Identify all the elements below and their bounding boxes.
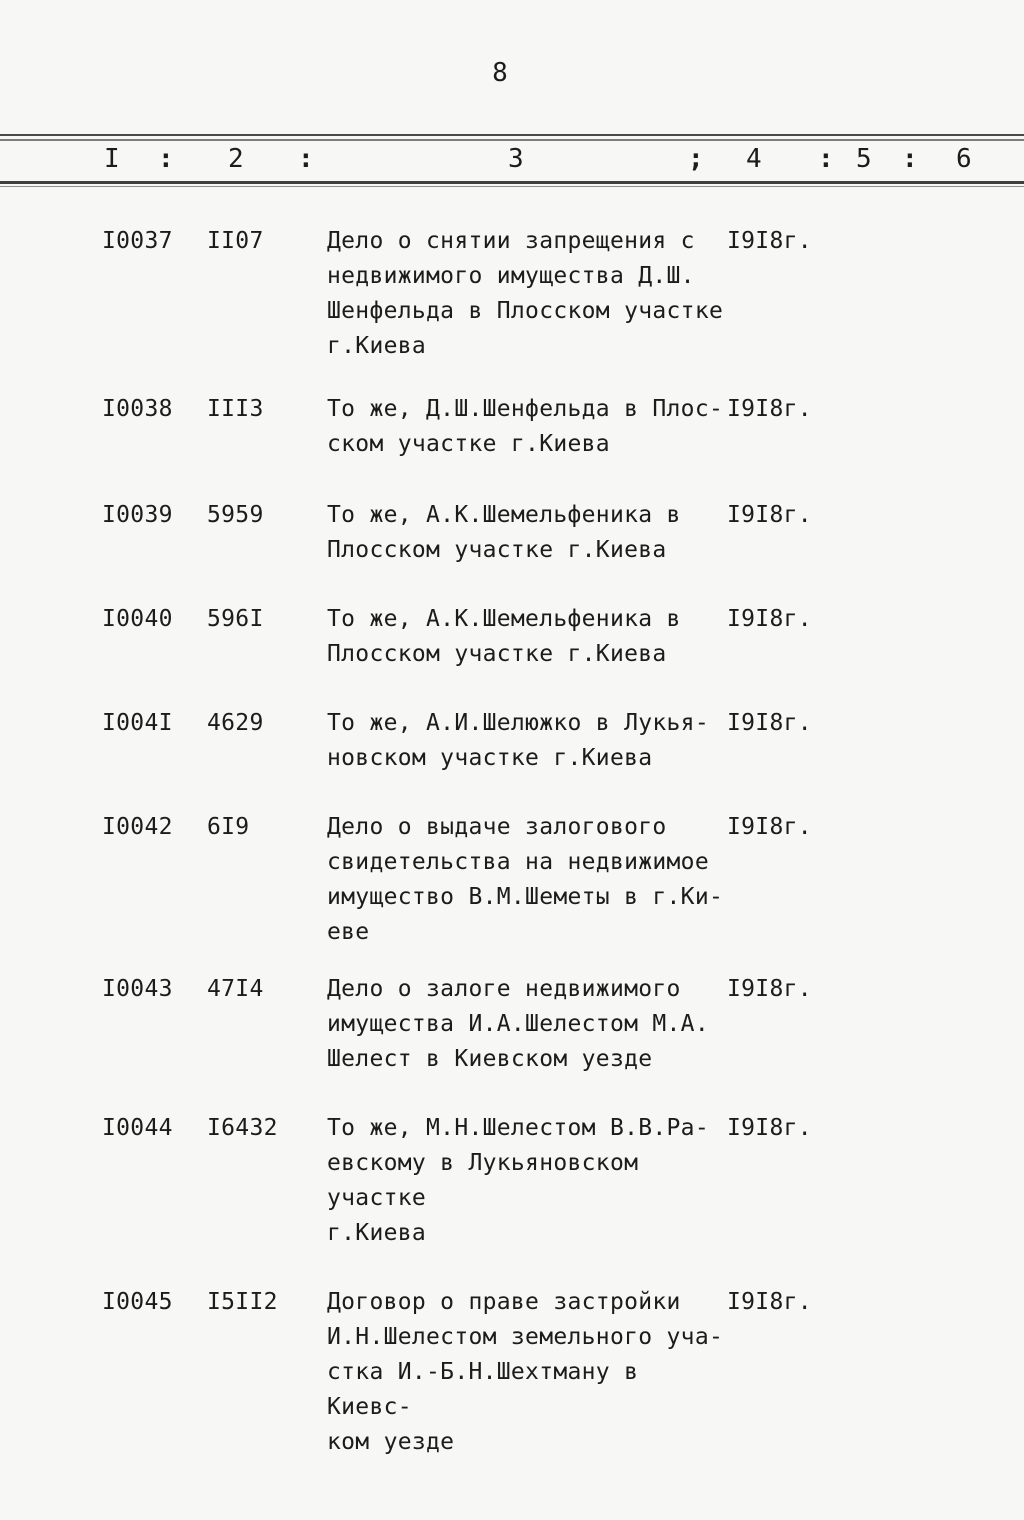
record-year: I9I8г.	[727, 606, 812, 632]
column-header-row	[0, 144, 1024, 178]
table-row	[0, 224, 1024, 364]
record-number: I5II2	[207, 1289, 278, 1315]
record-year: I9I8г.	[727, 710, 812, 736]
record-number: III3	[207, 396, 264, 422]
table-row	[0, 972, 1024, 1077]
header-top-rule	[0, 134, 1024, 136]
table-row	[0, 392, 1024, 462]
record-number: II07	[207, 228, 264, 254]
column-separator: :	[158, 144, 174, 174]
record-number: 5959	[207, 502, 264, 528]
record-description: То же, А.К.Шемельфеника в Плосском участке г.Киева	[327, 606, 681, 667]
record-id: I0045	[102, 1289, 173, 1315]
column-separator: :	[902, 144, 918, 174]
record-year: I9I8г.	[727, 976, 812, 1002]
record-number: 6I9	[207, 814, 250, 840]
record-description: То же, А.И.Шелюжко в Лукья- новском участке г.Киева	[327, 710, 709, 771]
record-description: Дело о снятии запрещения с недвижимого имущества Д.Ш. Шенфельда в Плосском участке г.Киева	[327, 228, 724, 359]
column-separator: :	[818, 144, 834, 174]
column-separator: ;	[688, 144, 704, 174]
record-year: I9I8г.	[727, 1115, 812, 1141]
column-header-6: 6	[956, 144, 972, 174]
record-year: I9I8г.	[727, 228, 812, 254]
record-number: 4629	[207, 710, 264, 736]
record-description: То же, А.К.Шемельфеника в Плосском участке г.Киева	[327, 502, 681, 563]
header-bottom-rule	[0, 181, 1024, 184]
column-header-2: 2	[228, 144, 244, 174]
record-year: I9I8г.	[727, 1289, 812, 1315]
table-row	[0, 810, 1024, 950]
column-header-1: I	[104, 144, 120, 174]
table-row	[0, 1285, 1024, 1460]
header-bottom-rule-secondary	[0, 186, 1024, 187]
column-header-4: 4	[746, 144, 762, 174]
record-id: I0042	[102, 814, 173, 840]
column-header-5: 5	[856, 144, 872, 174]
page-number: 8	[492, 58, 508, 88]
record-description: Договор о праве застройки И.Н.Шелестом земельного уча- стка И.-Б.Н.Шехтману в Киевс- ком уезде	[327, 1289, 724, 1455]
inventory-list	[0, 224, 1024, 1460]
record-id: I004I	[102, 710, 173, 736]
record-number: I6432	[207, 1115, 278, 1141]
record-number: 596I	[207, 606, 264, 632]
table-row	[0, 498, 1024, 568]
record-year: I9I8г.	[727, 814, 812, 840]
record-id: I0038	[102, 396, 173, 422]
record-number: 47I4	[207, 976, 264, 1002]
record-year: I9I8г.	[727, 396, 812, 422]
table-row	[0, 706, 1024, 776]
record-description: То же, Д.Ш.Шенфельда в Плос- ском участке г.Киева	[327, 396, 724, 457]
record-id: I0037	[102, 228, 173, 254]
record-id: I0040	[102, 606, 173, 632]
record-description: То же, М.Н.Шелестом В.В.Ра- евскому в Лукьяновском участке г.Киева	[327, 1115, 709, 1246]
table-row	[0, 1111, 1024, 1251]
table-row	[0, 602, 1024, 672]
record-description: Дело о залоге недвижимого имущества И.А.Шелестом М.А. Шелест в Киевском уезде	[327, 976, 709, 1072]
column-header-3: 3	[508, 144, 524, 174]
header-top-rule-secondary	[0, 139, 1024, 141]
column-separator: :	[298, 144, 314, 174]
record-id: I0039	[102, 502, 173, 528]
record-year: I9I8г.	[727, 502, 812, 528]
record-id: I0044	[102, 1115, 173, 1141]
record-id: I0043	[102, 976, 173, 1002]
record-description: Дело о выдаче залогового свидетельства на недвижимое имущество В.М.Шеметы в г.Ки- еве	[327, 814, 724, 945]
